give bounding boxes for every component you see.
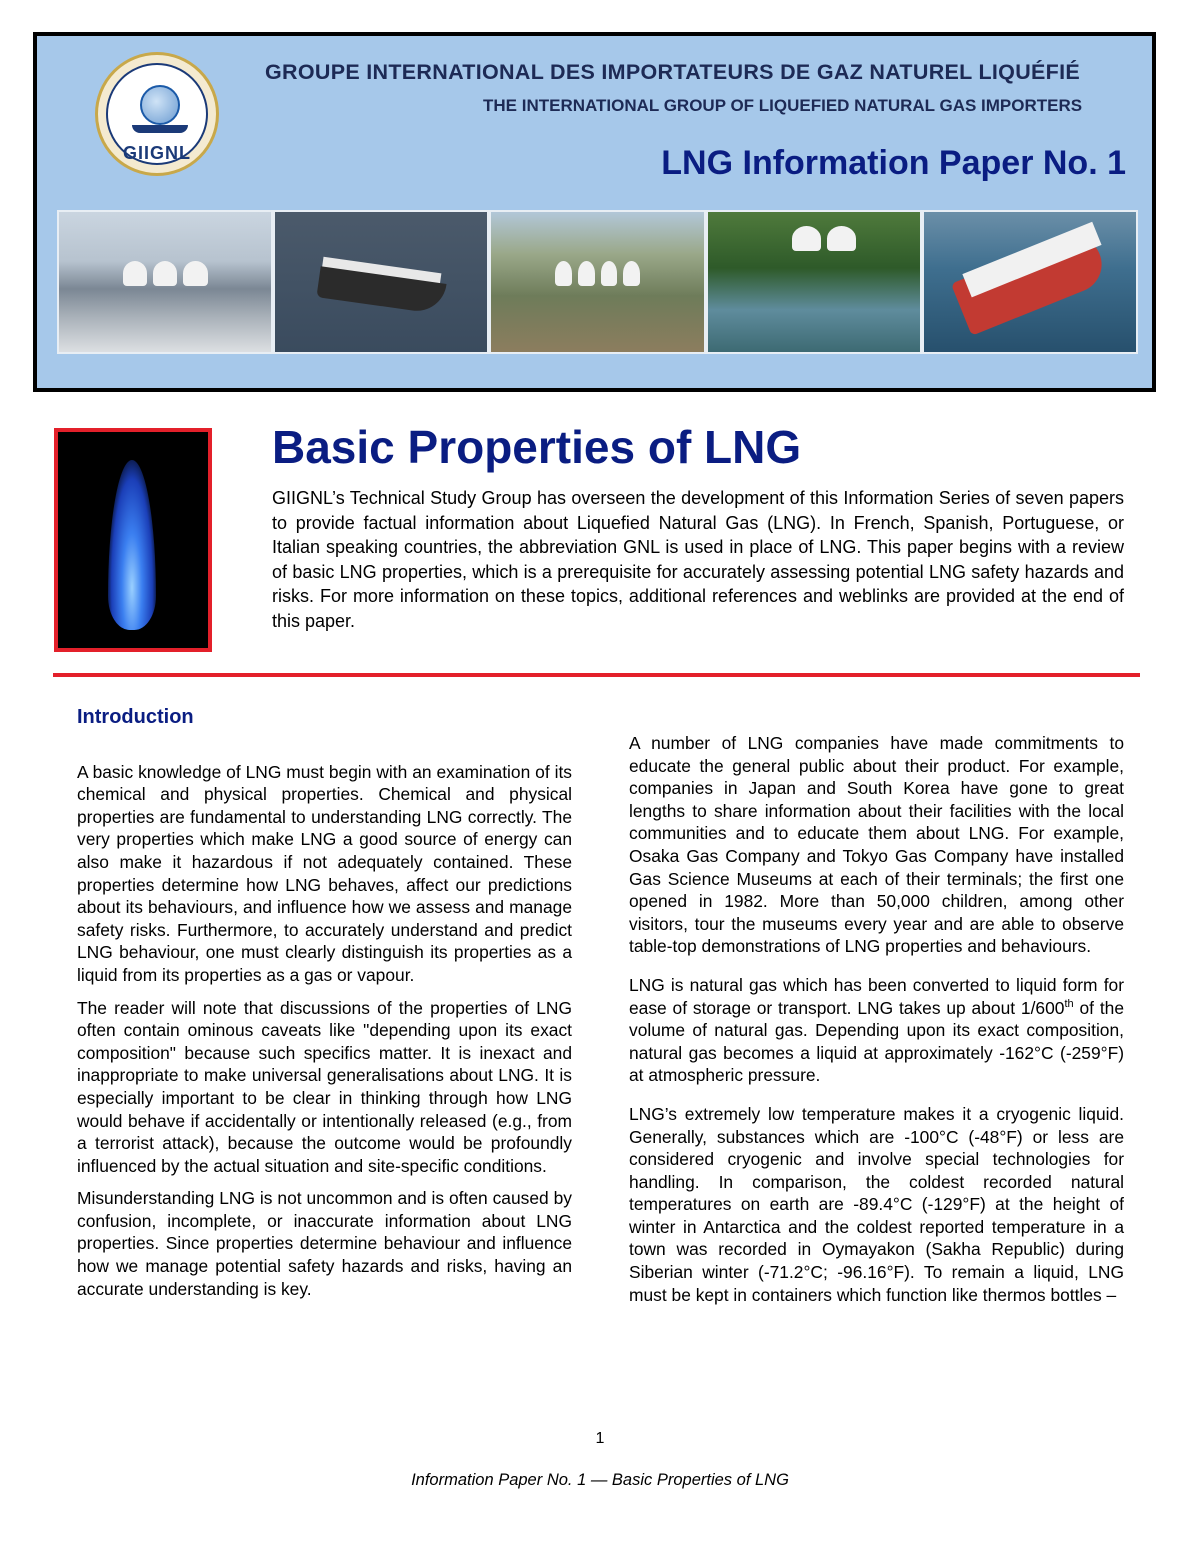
superscript: th — [1064, 997, 1074, 1010]
text-span: LNG is natural gas which has been converted to liquid form for ease of storage or transport. LNG takes up about 1/600 — [629, 974, 1124, 1018]
lng-jetty-photo — [708, 212, 920, 352]
abstract-text: GIIGNL’s Technical Study Group has overseen the development of this Information Series of seven papers to provide factual information about Liquefied Natural Gas (LNG). In French, Spanish, Portuguese, or Italian speaking countries, the abbreviation GNL is used in place of LNG. This paper begins with a review of basic LNG properties, which is a prerequisite for accurately assessing potential LNG safety hazards and risks. For more information on these topics, additional references and weblinks are provided at the end of this paper. — [272, 488, 1124, 631]
text-span: of the volume of natural gas. Depending upon its exact composition, natural gas becomes a liquid at approximately -162°C (-259°F) at atmospheric pressure. — [629, 997, 1124, 1086]
divider-rule — [53, 673, 1140, 677]
lng-storage-tanks-photo — [491, 212, 703, 352]
paragraph: The reader will note that discussions of the properties of LNG often contain ominous caveats like "depending upon its exact composition" because such specifics matter. It is inexact and inappropriate to make universal generalisations about LNG. It is especially important to be clear in thinking through how LNG would behave if accidentally or intentionally released (e.g., from a terrorist attack), because the outcome would be profoundly influenced by the actual situation and site-specific conditions. — [77, 997, 572, 1176]
paragraph: A number of LNG companies have made commitments to educate the general public about their product. For example, companies in Japan and South Korea have gone to great lengths to share information about their facilities with the local communities and to educate them about LNG. For example, Osaka Gas Company and Tokyo Gas Company have installed Gas Science Museums at each of their terminals; the first one opened in 1982. More than 50,000 children, among other visitors, tour the museums every year and are able to observe table-top demonstrations of LNG properties and behaviours. — [629, 733, 1124, 957]
ship-icon — [132, 125, 188, 133]
paper-number: LNG Information Paper No. 1 — [661, 144, 1126, 182]
lng-terminal-photo — [59, 212, 271, 352]
page-number: 1 — [595, 1430, 605, 1447]
giignl-logo — [95, 52, 219, 176]
page-title: Basic Properties of LNG — [272, 421, 802, 473]
header-banner — [33, 32, 1156, 392]
org-name-french: GROUPE INTERNATIONAL DES IMPORTATEURS DE GAZ NATUREL LIQUÉFIÉ — [265, 60, 1081, 84]
logo-text: GIIGNL — [123, 143, 191, 163]
lng-carrier-photo — [275, 212, 487, 352]
paragraph: LNG’s extremely low temperature makes it a cryogenic liquid. Generally, substances which are -100°C (-48°F) or less are considered cryogenic and involve special technologies for handling. In comparison, the coldest recorded natural temperatures on earth are -89.4°C (-129°F) at the height of winter in Antarctica and the coldest reported temperature in a town was recorded in Oymayakon (Sakha Republic) during Siberian winter (-71.2°C; -96.16°F). To remain a liquid, LNG must be kept in containers which function like thermos bottles – — [629, 1103, 1124, 1305]
page-footer: Information Paper No. 1 — Basic Properties of LNG — [411, 1471, 789, 1489]
paragraph: A basic knowledge of LNG must begin with an examination of its chemical and physical properties. Chemical and physical properties are fundamental to understanding LNG correctly. The very properties which make LNG a good source of energy can also make it hazardous if not adequately contained. These properties determine how LNG behaves, affect our predictions about its behaviours, and influence how we assess and manage safety risks. Furthermore, to accurately understand and predict LNG behaviour, one must clearly distinguish its properties as a liquid from its properties as a gas or vapour. — [77, 761, 572, 985]
org-name-english: THE INTERNATIONAL GROUP OF LIQUEFIED NATURAL GAS IMPORTERS — [483, 96, 1083, 115]
globe-icon — [140, 85, 180, 125]
right-column — [629, 732, 1124, 1316]
paragraph: Misunderstanding LNG is not uncommon and is often caused by confusion, incomplete, or inaccurate information about LNG properties. Since properties determine behaviour and influence how we manage potential safety hazards and risks, having an accurate understanding is key. — [77, 1188, 572, 1299]
paragraph — [629, 974, 1124, 1087]
left-column — [77, 706, 572, 1310]
blue-flame-icon — [108, 460, 156, 630]
lng-tanker-red-photo — [924, 212, 1136, 352]
section-heading-introduction: Introduction — [77, 706, 194, 728]
flame-image — [54, 428, 212, 652]
photo-strip — [57, 210, 1138, 354]
logo-ring — [106, 63, 208, 165]
